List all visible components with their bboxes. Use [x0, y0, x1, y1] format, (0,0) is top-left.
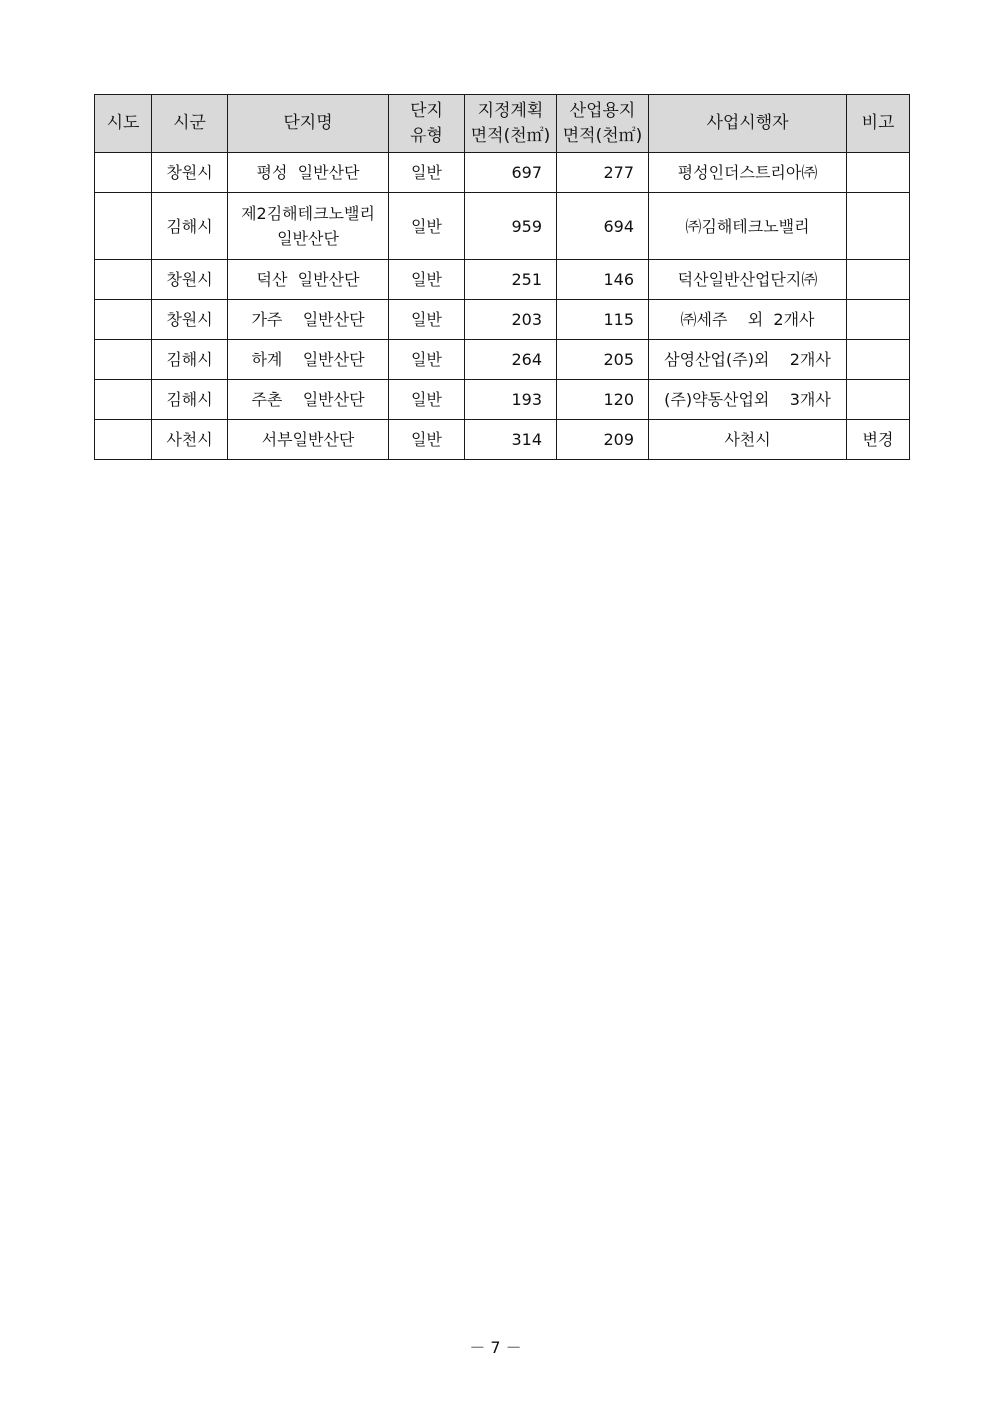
cell-industrial-area: 694 [557, 193, 649, 260]
cell-sigun: 김해시 [152, 340, 228, 380]
cell-remarks [847, 380, 910, 420]
cell-industrial-area: 146 [557, 260, 649, 300]
table-row [95, 260, 910, 300]
page-number: － 7 － [469, 1338, 522, 1357]
cell-complex-name-line2: 일반산단 [277, 229, 339, 248]
header-operator: 사업시행자 [649, 95, 847, 153]
table-row [95, 153, 910, 193]
cell-sido [95, 153, 152, 193]
table-row [95, 193, 910, 260]
cell-remarks [847, 300, 910, 340]
cell-operator: 삼영산업(주)외 2개사 [649, 340, 847, 380]
cell-designated-area: 314 [465, 420, 557, 460]
cell-industrial-area: 205 [557, 340, 649, 380]
cell-designated-area: 251 [465, 260, 557, 300]
cell-industrial-area: 209 [557, 420, 649, 460]
cell-sido [95, 300, 152, 340]
table-row [95, 380, 910, 420]
cell-complex-name [228, 193, 389, 260]
header-designated-area-line1: 지정계획 [477, 100, 544, 121]
header-sigun: 시군 [152, 95, 228, 153]
cell-type: 일반 [389, 153, 465, 193]
cell-complex-name: 가주 일반산단 [228, 300, 389, 340]
table-row [95, 300, 910, 340]
cell-sigun: 김해시 [152, 193, 228, 260]
cell-type: 일반 [389, 340, 465, 380]
cell-designated-area: 959 [465, 193, 557, 260]
cell-industrial-area: 115 [557, 300, 649, 340]
cell-complex-name: 하계 일반산단 [228, 340, 389, 380]
cell-type: 일반 [389, 380, 465, 420]
cell-sido [95, 193, 152, 260]
cell-complex-name: 덕산 일반산단 [228, 260, 389, 300]
table-header-row [95, 95, 910, 153]
cell-industrial-area: 277 [557, 153, 649, 193]
cell-complex-name: 평성 일반산단 [228, 153, 389, 193]
header-complex-type-line2: 유형 [410, 125, 443, 146]
cell-industrial-area: 120 [557, 380, 649, 420]
cell-operator: 덕산일반산업단지㈜ [649, 260, 847, 300]
cell-sigun: 김해시 [152, 380, 228, 420]
header-industrial-area [557, 95, 649, 153]
cell-designated-area: 203 [465, 300, 557, 340]
header-complex-name: 단지명 [228, 95, 389, 153]
table-row [95, 420, 910, 460]
cell-sigun: 사천시 [152, 420, 228, 460]
cell-type: 일반 [389, 260, 465, 300]
cell-remarks [847, 260, 910, 300]
cell-remarks: 변경 [847, 420, 910, 460]
header-complex-type-line1: 단지 [410, 100, 443, 121]
header-designated-area-line2: 면적(천㎡) [470, 125, 551, 146]
cell-operator: (주)약동산업외 3개사 [649, 380, 847, 420]
cell-sido [95, 420, 152, 460]
cell-type: 일반 [389, 420, 465, 460]
industrial-complex-table [94, 94, 910, 460]
cell-type: 일반 [389, 193, 465, 260]
cell-designated-area: 264 [465, 340, 557, 380]
table-row [95, 340, 910, 380]
cell-complex-name-line1: 제2김해테크노밸리 [241, 204, 375, 223]
header-designated-area [465, 95, 557, 153]
cell-remarks [847, 340, 910, 380]
cell-designated-area: 193 [465, 380, 557, 420]
cell-sido [95, 340, 152, 380]
cell-sido [95, 380, 152, 420]
cell-complex-name: 주촌 일반산단 [228, 380, 389, 420]
cell-operator: 평성인더스트리아㈜ [649, 153, 847, 193]
cell-designated-area: 697 [465, 153, 557, 193]
cell-sigun: 창원시 [152, 153, 228, 193]
cell-sigun: 창원시 [152, 260, 228, 300]
header-sido: 시도 [95, 95, 152, 153]
header-remarks: 비고 [847, 95, 910, 153]
header-industrial-area-line2: 면적(천㎡) [562, 125, 643, 146]
cell-type: 일반 [389, 300, 465, 340]
cell-remarks [847, 193, 910, 260]
cell-remarks [847, 153, 910, 193]
cell-operator: 사천시 [649, 420, 847, 460]
header-industrial-area-line1: 산업용지 [569, 100, 636, 121]
cell-operator: ㈜김해테크노밸리 [649, 193, 847, 260]
header-complex-type [389, 95, 465, 153]
cell-sido [95, 260, 152, 300]
cell-sigun: 창원시 [152, 300, 228, 340]
cell-operator: ㈜세주 외 2개사 [649, 300, 847, 340]
cell-complex-name: 서부일반산단 [228, 420, 389, 460]
